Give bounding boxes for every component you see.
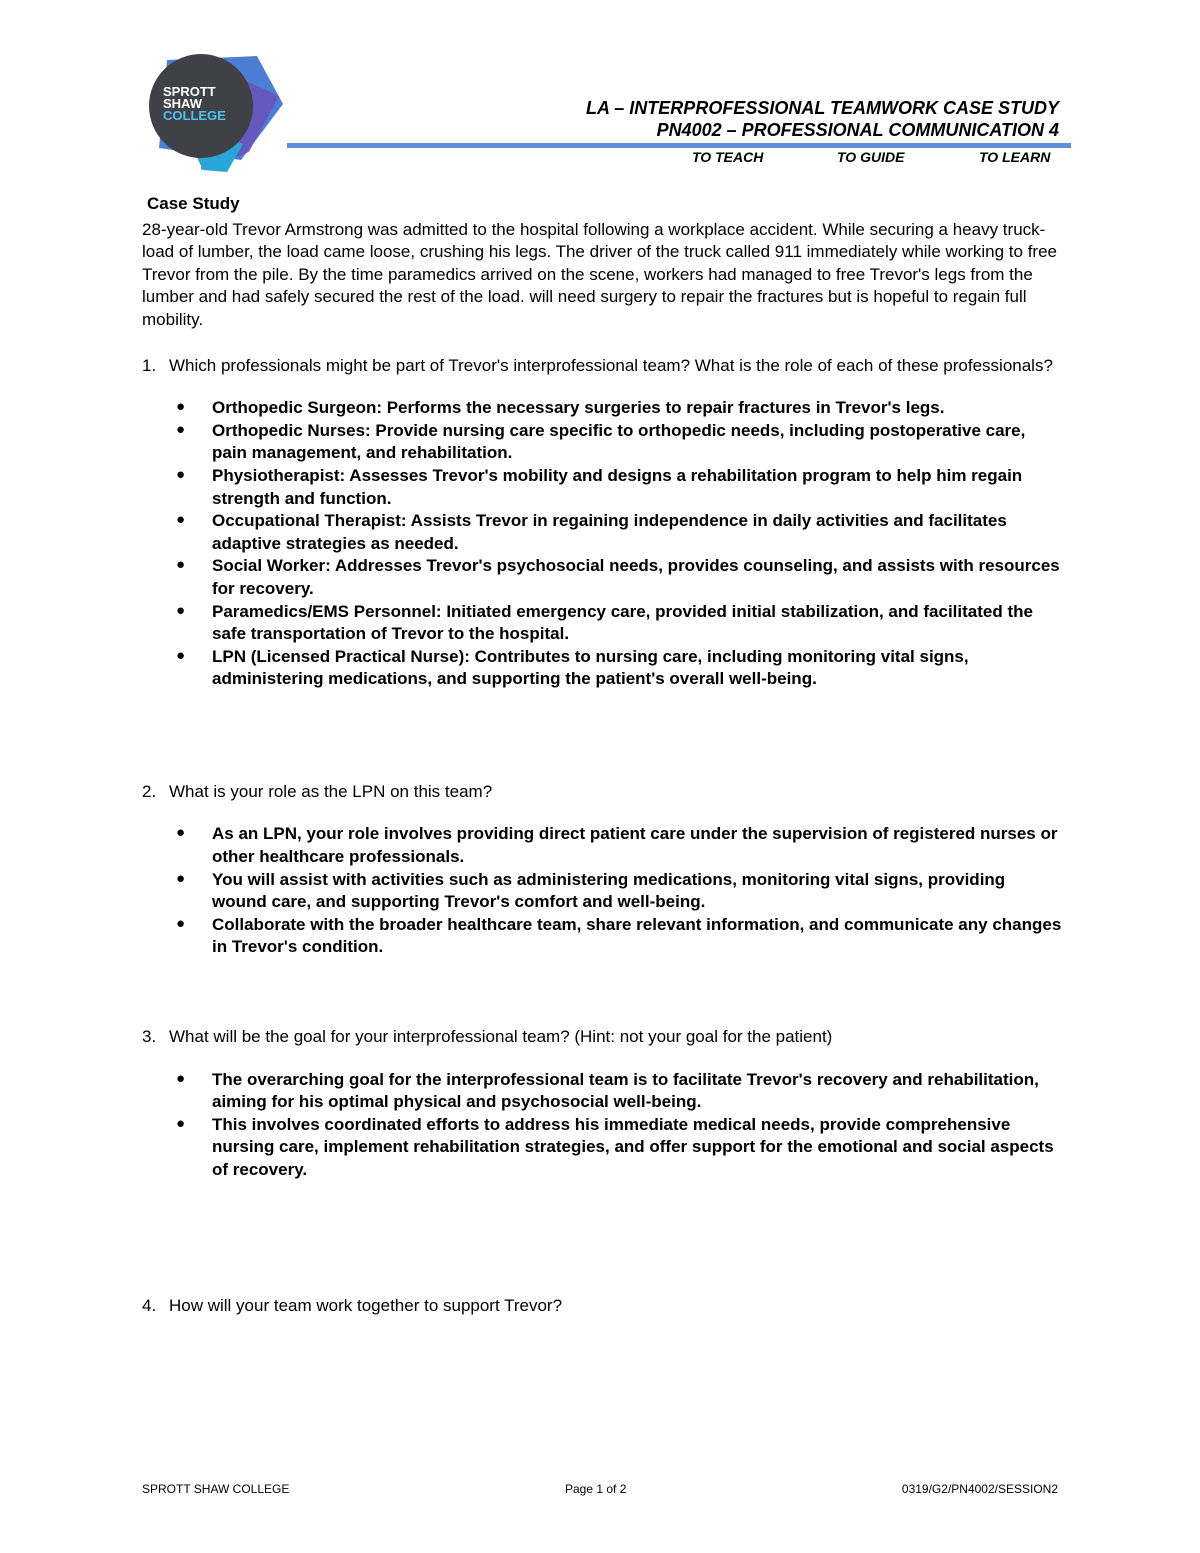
question-3 — [142, 1026, 1062, 1049]
question-text: How will your team work together to support Trevor? — [169, 1295, 563, 1315]
question-number: 2. — [142, 781, 157, 801]
tagline-to-guide: TO GUIDE — [837, 149, 905, 165]
tagline-to-learn: TO LEARN — [979, 149, 1051, 165]
answer-item: ● The overarching goal for the interprofessional team is to facilitate Trevor's recovery and rehabilitation, aiming for his optimal physical and psychosocial well-being. — [176, 1069, 1039, 1112]
question-1 — [142, 355, 1062, 378]
sprott-shaw-college-logo — [145, 52, 285, 174]
bullet-icon: ● — [176, 914, 186, 932]
question-text: What is your role as the LPN on this team? — [169, 781, 493, 801]
case-study-paragraph: 28-year-old Trevor Armstrong was admitted to the hospital following a workplace accident. While securing a heavy truck-load of lumber, the load came loose, crushing his legs. The driver of the truck called 911 immediately while working to free Trevor from the pile. By the time paramedics arrived on the scene, workers had managed to free Trevor's legs from the lumber and had safely secured the rest of the load. will need surgery to repair the fractures but is hopeful to regain full mobility. — [142, 219, 1058, 329]
footer-page-number: Page 1 of 2 — [565, 1482, 627, 1496]
answer-item: ● Collaborate with the broader healthcare team, share relevant information, and communicate any changes in Trevor's condition. — [176, 914, 1062, 957]
question-text: What will be the goal for your interprofessional team? (Hint: not your goal for the patient) — [169, 1027, 833, 1047]
question-4-block — [142, 1295, 1062, 1318]
answer-item: ● Physiotherapist: Assesses Trevor's mobility and designs a rehabilitation program to help him regain strength and function. — [176, 465, 1023, 508]
answer-item: ● Social Worker: Addresses Trevor's psychosocial needs, provides counseling, and assists with resources for recovery. — [176, 556, 1060, 598]
answer-list — [142, 823, 1062, 959]
footer-left: SPROTT SHAW COLLEGE — [142, 1482, 290, 1496]
answer-item: ● Orthopedic Surgeon: Performs the necessary surgeries to repair fractures in Trevor's legs. — [176, 398, 945, 418]
header-rule — [287, 143, 1071, 148]
bullet-icon: ● — [176, 420, 186, 438]
document-body — [142, 193, 1062, 1317]
bullet-icon: ● — [176, 398, 186, 416]
bullet-icon: ● — [176, 556, 186, 574]
bullet-icon: ● — [176, 601, 186, 619]
bullet-icon: ● — [176, 511, 186, 529]
header-title-line-1: LA – INTERPROFESSIONAL TEAMWORK CASE STUDY — [585, 98, 1059, 118]
answer-list — [142, 397, 1062, 691]
question-number: 3. — [142, 1027, 157, 1047]
bullet-icon: ● — [176, 465, 186, 483]
footer-right: 0319/G2/PN4002/SESSION2 — [901, 1482, 1058, 1496]
bullet-icon: ● — [176, 646, 186, 664]
bullet-icon: ● — [176, 1114, 186, 1132]
logo-line-1: SPROTT — [163, 84, 216, 99]
tagline-to-teach: TO TEACH — [692, 149, 764, 165]
header-title — [586, 97, 1059, 141]
question-number: 1. — [142, 355, 157, 375]
answer-item: ● This involves coordinated efforts to address his immediate medical needs, provide comprehensive nursing care, implement rehabilitation strategies, and offer support for the emotional and social aspects of recovery. — [176, 1114, 1054, 1179]
case-study-heading: Case Study — [147, 194, 240, 213]
logo-line-3: COLLEGE — [163, 108, 226, 123]
question-2 — [142, 781, 1062, 804]
answer-list — [142, 1069, 1062, 1182]
answer-item: ● Orthopedic Nurses: Provide nursing care specific to orthopedic needs, including postoperative care, pain management, and rehabilitation. — [176, 420, 1026, 463]
question-1-block — [142, 355, 1062, 691]
answer-item: ● You will assist with activities such as administering medications, monitoring vital signs, providing wound care, and supporting Trevor's comfort and well-being. — [176, 869, 1006, 912]
bullet-icon: ● — [176, 869, 186, 887]
bullet-icon: ● — [176, 824, 186, 842]
answer-item: ● LPN (Licensed Practical Nurse): Contributes to nursing care, including monitoring vital signs, administering medications, and supporting the patient's overall well-being. — [176, 646, 969, 689]
question-3-block — [142, 1026, 1062, 1182]
header-title-line-2: PN4002 – PROFESSIONAL COMMUNICATION 4 — [656, 120, 1059, 140]
question-number: 4. — [142, 1295, 157, 1315]
answer-item: ● Paramedics/EMS Personnel: Initiated emergency care, provided initial stabilization, and facilitated the safe transportation of Trevor to the hospital. — [176, 601, 1033, 644]
logo-line-2: SHAW — [163, 96, 202, 111]
answer-item: ● Occupational Therapist: Assists Trevor in regaining independence in daily activities and facilitates adaptive strategies as needed. — [176, 511, 1007, 553]
question-text: Which professionals might be part of Trevor's interprofessional team? What is the role of each of these professionals? — [169, 355, 1053, 375]
question-2-block — [142, 781, 1062, 959]
question-4 — [142, 1295, 1062, 1318]
answer-item: ● As an LPN, your role involves providing direct patient care under the supervision of registered nurses or other healthcare professionals. — [176, 824, 1058, 867]
bullet-icon: ● — [176, 1069, 186, 1087]
